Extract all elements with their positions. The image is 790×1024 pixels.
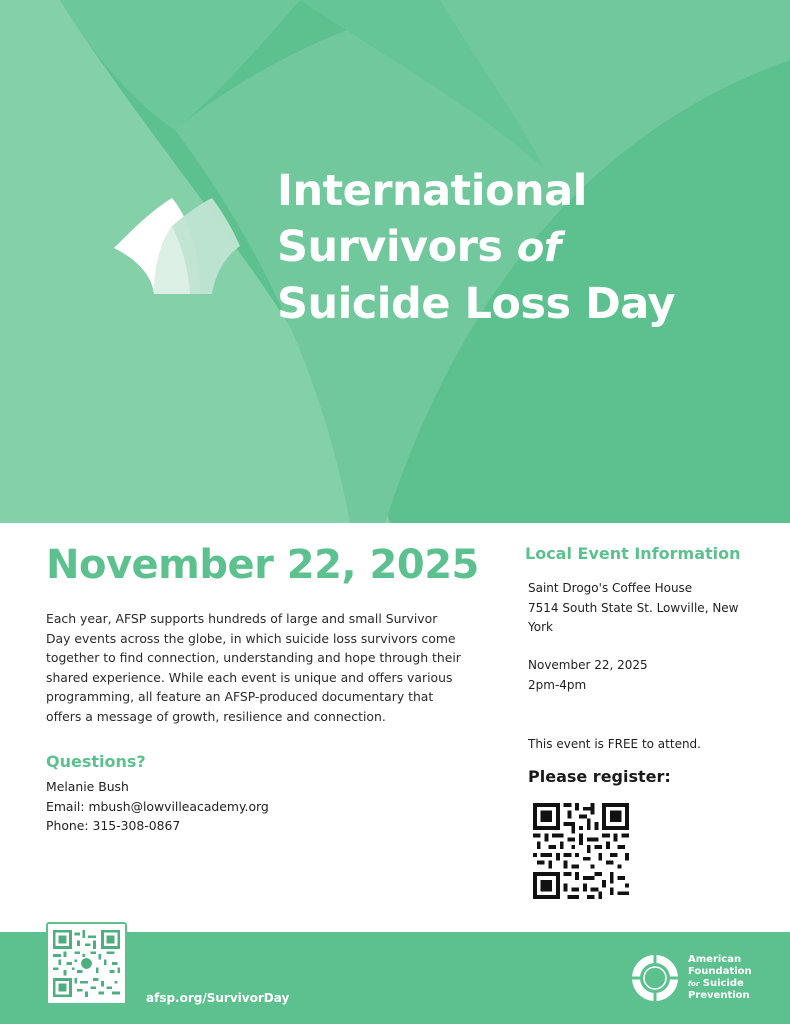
afsp-wordmark-suicide: Suicide (699, 978, 744, 989)
venue-info (528, 579, 743, 638)
footer-qr-code-icon[interactable] (53, 930, 120, 997)
venue-name: Saint Drogo's Coffee House (528, 581, 693, 595)
hero-title-line-2 (277, 219, 757, 276)
local-event-heading: Local Event Information (525, 544, 741, 563)
afsp-wordmark-for: for (688, 980, 700, 988)
hero-title-line-1: International (277, 166, 587, 216)
lifebuoy-icon (632, 955, 678, 1001)
register-qr-code-icon[interactable] (533, 803, 629, 899)
hero-title-of: of (516, 225, 561, 271)
afsp-wordmark-line-4: Prevention (688, 990, 750, 1001)
event-date-heading: November 22, 2025 (46, 542, 479, 588)
hero-title-survivors: Survivors (277, 222, 517, 272)
footer-qr-card[interactable] (46, 922, 127, 1005)
hero-title (277, 163, 757, 332)
intro-paragraph: Each year, AFSP supports hundreds of large and small Survivor Day events across the globe, in which suicide loss survivors come together to find connection, understanding and hope through their shared experience. While each event is unique and offers various programming, all feature an AFSP-produced documentary that offers a message of growth, resilience and connection. (46, 611, 461, 724)
afsp-wordmark-line-1: American (688, 954, 742, 965)
questions-heading: Questions? (46, 752, 146, 771)
contact-name: Melanie Bush (46, 779, 129, 794)
register-heading: Please register: (528, 767, 671, 786)
afsp-wordmark-line-2: Foundation (688, 966, 752, 977)
footer-url-link[interactable]: afsp.org/SurvivorDay (146, 991, 290, 1005)
venue-address: 7514 South State St. Lowville, New York (528, 600, 739, 635)
event-time: 2pm-4pm (528, 677, 587, 692)
hero-title-line-3: Suicide Loss Day (277, 279, 675, 329)
contact-email[interactable]: Email: mbush@lowvilleacademy.org (46, 798, 269, 814)
contact-phone[interactable]: Phone: 315-308-0867 (46, 818, 181, 834)
event-date: November 22, 2025 (528, 658, 648, 672)
free-admission-note: This event is FREE to attend. (528, 737, 701, 751)
contact-info (46, 777, 346, 836)
afsp-wordmark-line-3 (688, 978, 778, 990)
survivor-day-leaf-icon (112, 196, 242, 296)
event-datetime (528, 656, 743, 695)
afsp-wordmark (688, 954, 778, 1002)
